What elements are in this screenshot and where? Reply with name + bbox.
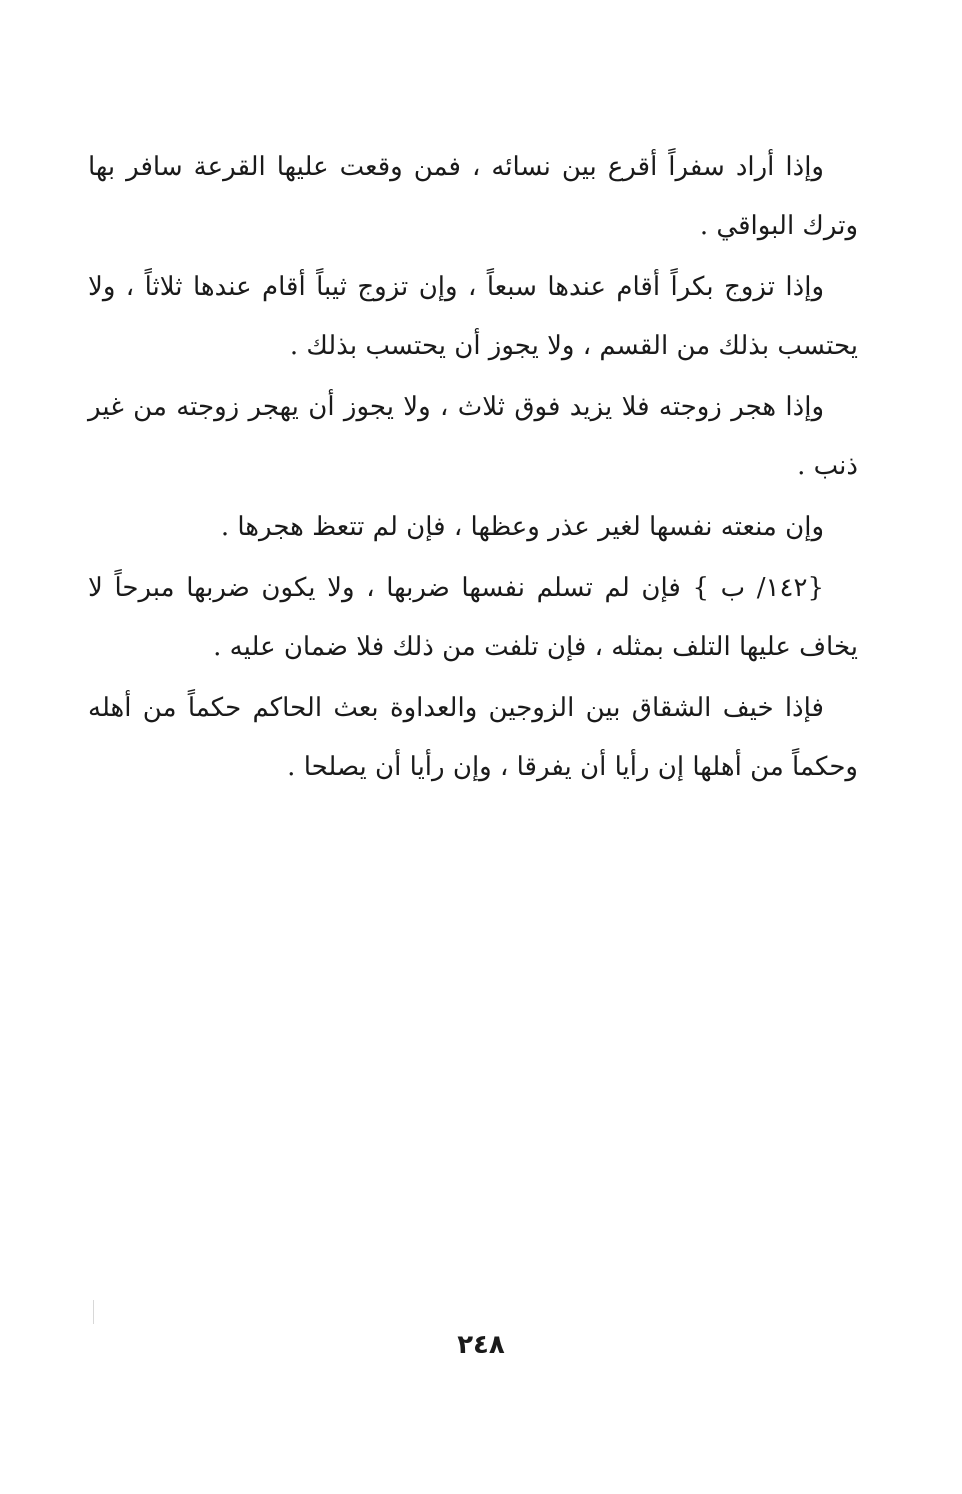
paragraph-striking: {١٤٢/ ب } فإن لم تسلم نفسها ضربها ، ولا يكون ضربها مبرحاً لا يخاف عليها التلف بمثله ، فإن تلفت من ذلك فلا ضمان عليه . bbox=[88, 573, 858, 662]
page-number: ٢٤٨ bbox=[457, 1330, 505, 1360]
paragraph-arbitration: فإذا خيف الشقاق بين الزوجين والعداوة بعث الحاكم حكماً من أهله وحكماً من أهلها إن رأيا أن يفرقا ، وإن رأيا أن يصلحا . bbox=[88, 693, 858, 782]
paragraph-travel: وإذا أراد سفراً أقرع بين نسائه ، فمن وقعت عليها القرعة سافر بها وترك البواقي . bbox=[88, 152, 858, 241]
body-text bbox=[88, 138, 858, 797]
paragraph-refusal: وإن منعته نفسها لغير عذر وعظها ، فإن لم تتعظ هجرها . bbox=[220, 512, 824, 542]
paragraph-desertion: وإذا هجر زوجته فلا يزيد فوق ثلاث ، ولا يجوز أن يهجر زوجته من غير ذنب . bbox=[88, 392, 858, 481]
margin-line bbox=[93, 1300, 94, 1324]
paragraph-marriage-stay: وإذا تزوج بكراً أقام عندها سبعاً ، وإن تزوج ثيباً أقام عندها ثلاثاً ، ولا يحتسب بذلك من القسم ، ولا يجوز أن يحتسب بذلك . bbox=[88, 272, 858, 361]
